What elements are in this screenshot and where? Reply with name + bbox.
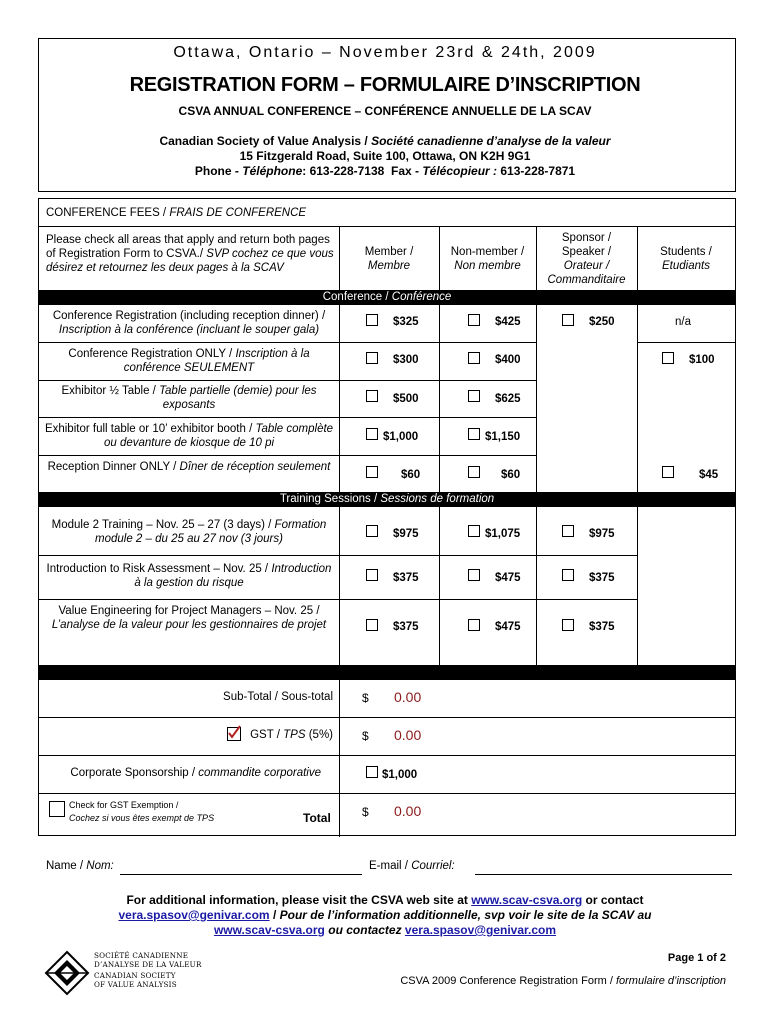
row-label: Conference Registration ONLY / Inscription à la conférence SEULEMENT bbox=[68, 348, 310, 374]
checkbox[interactable] bbox=[366, 569, 378, 581]
checkbox[interactable] bbox=[366, 466, 378, 478]
price: $400 bbox=[495, 354, 521, 366]
email-field[interactable] bbox=[475, 874, 732, 875]
gst-label: GST / TPS (5%) bbox=[250, 729, 333, 741]
price: $375 bbox=[393, 572, 419, 584]
price: $1,075 bbox=[485, 528, 521, 540]
column-header-students: Students / Etudiants bbox=[660, 246, 712, 272]
name-label: Name / Nom: bbox=[46, 860, 114, 872]
fax-label-fr: Télécopieur : bbox=[422, 164, 498, 178]
organization-block bbox=[0, 134, 770, 179]
org-name-en: Canadian Society of Value Analysis / bbox=[159, 134, 368, 148]
website-link[interactable]: www.scav-csva.org bbox=[213, 923, 325, 937]
total-label: Total bbox=[303, 811, 331, 825]
row-label: Value Engineering for Project Managers – Nov. 25 / L’analyse de la valeur pour les gestionnaires de projet bbox=[51, 605, 327, 631]
email-link[interactable]: vera.spasov@genivar.com bbox=[404, 923, 557, 937]
fax-label: Fax - bbox=[390, 164, 419, 178]
price: $60 bbox=[501, 469, 521, 481]
price: $975 bbox=[589, 528, 615, 540]
price: $375 bbox=[589, 621, 615, 633]
checkbox[interactable] bbox=[366, 428, 378, 440]
checkbox[interactable] bbox=[366, 352, 378, 364]
checkbox[interactable] bbox=[562, 619, 574, 631]
checkbox[interactable] bbox=[468, 390, 480, 402]
email-label: E-mail / Courriel: bbox=[369, 860, 455, 872]
divider bbox=[39, 380, 537, 381]
checkbox[interactable] bbox=[562, 525, 574, 537]
gst-exemption-checkbox[interactable] bbox=[49, 801, 65, 817]
currency: $ bbox=[362, 729, 369, 743]
price: $975 bbox=[393, 528, 419, 540]
instructions: Please check all areas that apply and return both pages of Registration Form to CSVA./ SVP cochez ce que vous désirez et retournez les deux pages à la SCAV bbox=[46, 234, 334, 274]
fax-number: 613-228-7871 bbox=[500, 164, 576, 178]
corporate-sponsorship-label: Corporate Sponsorship / commandite corporative bbox=[70, 767, 321, 779]
checkbox[interactable] bbox=[468, 352, 480, 364]
column-header-sponsor: Sponsor / Speaker / Orateur / Commanditaire bbox=[547, 232, 626, 286]
csva-logo-icon bbox=[44, 950, 90, 996]
divider bbox=[339, 680, 340, 837]
email-link[interactable]: vera.spasov@genivar.com bbox=[118, 908, 270, 922]
price: $45 bbox=[699, 469, 719, 481]
checkbox[interactable] bbox=[468, 466, 480, 478]
name-field[interactable] bbox=[120, 874, 362, 875]
divider bbox=[39, 417, 537, 418]
org-name-fr: Société canadienne d’analyse de la valeur bbox=[371, 134, 611, 148]
checkbox[interactable] bbox=[562, 569, 574, 581]
phone-label-fr: Téléphone bbox=[242, 164, 303, 178]
row-label: Exhibitor full table or 10’ exhibitor booth / Table complète ou devanture de kiosque de 10 pi bbox=[44, 423, 334, 449]
column-header-member: Member / Membre bbox=[364, 246, 414, 272]
price: $325 bbox=[393, 316, 419, 328]
price: $425 bbox=[495, 316, 521, 328]
additional-info: For additional information, please visit the CSVA web site at www.scav-csva.org or contact vera.spasov@genivar.com / Pour de l’information additionnelle, svp voir le site de la SCAV au www.scav-csva.org ou contactez vera.spasov@genivar.com bbox=[118, 893, 652, 937]
checkbox[interactable] bbox=[662, 466, 674, 478]
page-number: Page 1 of 2 bbox=[667, 952, 726, 964]
price: $500 bbox=[393, 393, 419, 405]
subtotal-label: Sub-Total / Sous-total bbox=[223, 691, 333, 703]
row-label: Reception Dinner ONLY / Dîner de réception seulement bbox=[47, 461, 331, 473]
checkbox[interactable] bbox=[468, 619, 480, 631]
total-value[interactable]: 0.00 bbox=[394, 803, 422, 819]
column-header-nonmember: Non-member / Non membre bbox=[450, 246, 525, 272]
checkbox[interactable] bbox=[662, 352, 674, 364]
footer-form-name: CSVA 2009 Conference Registration Form / formulaire d’inscription bbox=[400, 975, 726, 987]
org-address: 15 Fitzgerald Road, Suite 100, Ottawa, ON K2H 9G1 bbox=[239, 149, 531, 163]
page-subtitle: CSVA ANNUAL CONFERENCE – CONFÉRENCE ANNUELLE DE LA SCAV bbox=[178, 104, 592, 118]
section-band-training: Training Sessions / Sessions de formation bbox=[39, 492, 735, 507]
divider bbox=[39, 755, 735, 756]
gst-exemption-label: Check for GST Exemption / Cochez si vous êtes exempt de TPS bbox=[69, 800, 215, 823]
divider bbox=[39, 717, 735, 718]
checkbox[interactable] bbox=[562, 314, 574, 326]
page-title: REGISTRATION FORM – FORMULAIRE D’INSCRIPTION bbox=[129, 74, 641, 96]
divider bbox=[39, 599, 637, 600]
checkbox[interactable] bbox=[468, 525, 480, 537]
price: $625 bbox=[495, 393, 521, 405]
checkbox[interactable] bbox=[366, 390, 378, 402]
price: $1,000 bbox=[383, 431, 419, 443]
section-band-conference: Conference / Conférence bbox=[39, 290, 735, 305]
price: $475 bbox=[495, 621, 521, 633]
gst-value[interactable]: 0.00 bbox=[394, 727, 422, 743]
divider bbox=[39, 455, 537, 456]
website-link[interactable]: www.scav-csva.org bbox=[471, 893, 583, 907]
phone-label: Phone - bbox=[194, 164, 239, 178]
price: $475 bbox=[495, 572, 521, 584]
price: $375 bbox=[589, 572, 615, 584]
row-label: Introduction to Risk Assessment – Nov. 25 / Introduction à la gestion du risque bbox=[46, 563, 332, 589]
fees-title: CONFERENCE FEES / FRAIS DE CONFERENCE bbox=[46, 207, 307, 219]
divider bbox=[39, 342, 537, 343]
conference-fees-table bbox=[38, 198, 736, 836]
divider bbox=[39, 226, 735, 227]
price: $250 bbox=[589, 316, 615, 328]
divider bbox=[39, 555, 637, 556]
event-date-line: Ottawa, Ontario – November 23rd & 24th, 2009 bbox=[173, 44, 597, 61]
checkbox[interactable] bbox=[468, 428, 480, 440]
checkbox[interactable] bbox=[468, 314, 480, 326]
row-label: Module 2 Training – Nov. 25 – 27 (3 days) / Formation module 2 – du 25 au 27 nov (3 jours) bbox=[51, 519, 327, 545]
price: $60 bbox=[401, 469, 421, 481]
checkbox[interactable] bbox=[468, 569, 480, 581]
checkbox[interactable] bbox=[366, 619, 378, 631]
logo-text: SOCIÉTÉ CANADIENNE D’ANALYSE DE LA VALEUR CANADIAN SOCIETY OF VALUE ANALYSIS bbox=[94, 951, 202, 989]
price: $100 bbox=[689, 354, 715, 366]
price: $375 bbox=[393, 621, 419, 633]
corporate-checkbox[interactable] bbox=[366, 766, 378, 778]
subtotal-value[interactable]: 0.00 bbox=[394, 689, 422, 705]
currency: $ bbox=[362, 691, 369, 705]
checkbox[interactable] bbox=[366, 314, 378, 326]
separator-bar bbox=[39, 665, 735, 680]
divider bbox=[637, 342, 735, 343]
price: $300 bbox=[393, 354, 419, 366]
divider bbox=[39, 793, 735, 794]
corporate-price: $1,000 bbox=[382, 769, 418, 781]
currency: $ bbox=[362, 805, 369, 819]
row-label: Exhibitor ½ Table / Table partielle (demie) pour les exposants bbox=[61, 385, 317, 411]
checkbox[interactable] bbox=[366, 525, 378, 537]
phone-number: : 613-228-7138 bbox=[302, 164, 385, 178]
row-label: Conference Registration (including reception dinner) / Inscription à la conférence (incluant le souper gala) bbox=[52, 310, 326, 336]
not-applicable: n/a bbox=[675, 316, 691, 328]
price: $1,150 bbox=[485, 431, 521, 443]
